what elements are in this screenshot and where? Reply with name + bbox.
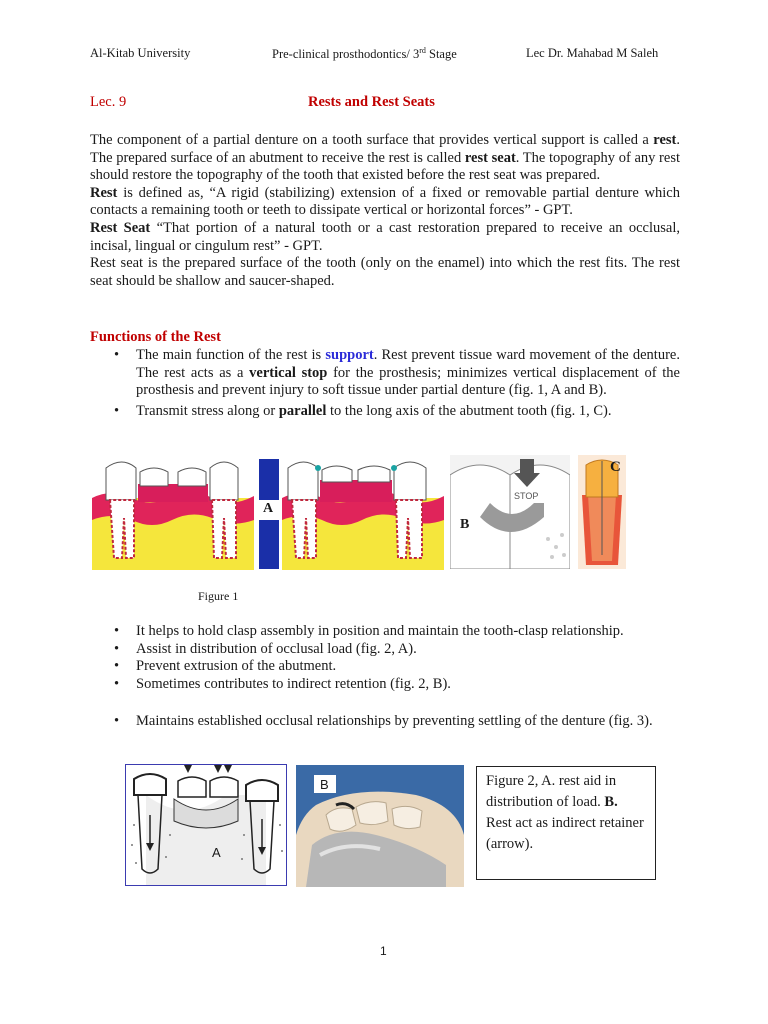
functions-list-last <box>90 713 690 731</box>
page-number: 1 <box>380 944 387 958</box>
list-item: • It helps to hold clasp assembly in position and maintain the tooth-clasp relationship. <box>114 623 624 639</box>
figure-2-caption: Figure 2, A. rest aid in distribution of load. B. Rest act as indirect retainer (arrow). <box>476 766 656 880</box>
list-item: • Maintains established occlusal relationships by preventing settling of the denture (fig. 3). <box>114 713 653 729</box>
rest-definition: Rest is defined as, “A rigid (stabilizing) extension of a fixed or removable partial denture which contacts a remaining tooth or teeth to dissipate vertical or horizontal forces” - GPT. <box>90 184 680 219</box>
lecture-number: Lec. 9 <box>90 94 127 110</box>
teeth-diagram-left <box>92 458 254 570</box>
list-item: • Assist in distribution of occlusal load (fig. 2, A). <box>114 640 417 657</box>
figure-2-b <box>296 765 464 887</box>
list-item: • Sometimes contributes to indirect retention (fig. 2, B). <box>114 675 451 692</box>
functions-heading: Functions of the Rest <box>90 329 221 345</box>
figure-1-c-axis <box>578 455 626 569</box>
rest-seat-description: Rest seat is the prepared surface of the tooth (only on the enamel) into which the rest fits. The rest seat should be shallow and saucer-shaped. <box>90 255 680 289</box>
lecture-title: Rests and Rest Seats <box>308 94 435 110</box>
intro-text <box>90 132 680 290</box>
intro-paragraph-1: The component of a partial denture on a tooth surface that provides vertical support is called a rest. The prepared surface of an abutment to receive the rest is called rest seat. The topography of any rest should restore the topography of the tooth that existed before the rest seat was prepared. <box>90 132 680 184</box>
figure-1-teeth-right <box>282 458 444 570</box>
figure-1-label-a: A <box>263 501 274 516</box>
header-course: Pre-clinical prosthodontics/ 3rd Stage <box>272 46 457 62</box>
figure-2-label-a: A <box>212 845 221 860</box>
figure-2-a <box>125 764 287 886</box>
figure-2-label-b: B <box>320 777 329 792</box>
functions-list <box>90 347 680 420</box>
figure-1-label-c: C <box>610 459 621 475</box>
teeth-diagram-right <box>282 458 444 570</box>
header-lecturer: Lec Dr. Mahabad M Saleh <box>526 46 659 60</box>
list-item: • Transmit stress along or parallel to the long axis of the abutment tooth (fig. 1, C). <box>114 402 612 419</box>
figure-1-b-stop <box>450 455 570 569</box>
stop-diagram <box>450 455 570 569</box>
header-university: Al-Kitab University <box>90 46 191 60</box>
functions-list-continued <box>90 623 690 693</box>
figure-1-teeth-left <box>92 458 254 570</box>
rest-seat-definition: Rest Seat “That portion of a natural tooth or a cast restoration prepared to receive an occlusal, incisal, lingual or cingulum rest” - GPT. <box>90 219 680 254</box>
list-item: • Prevent extrusion of the abutment. <box>114 658 337 675</box>
figure-1-label-b: B <box>460 517 470 532</box>
load-distribution-diagram <box>126 765 286 885</box>
list-item: • The main function of the rest is support. Rest prevent tissue ward movement of the denture. The rest acts as a vertical stop for the prosthesis; minimizes vertical displacement of the prosthesis and prevent injury to soft tissue under partial denture (fig. 1, A and B). <box>114 347 680 399</box>
stop-text: STOP <box>514 491 539 501</box>
figure-1-caption: Figure 1 <box>198 589 239 603</box>
